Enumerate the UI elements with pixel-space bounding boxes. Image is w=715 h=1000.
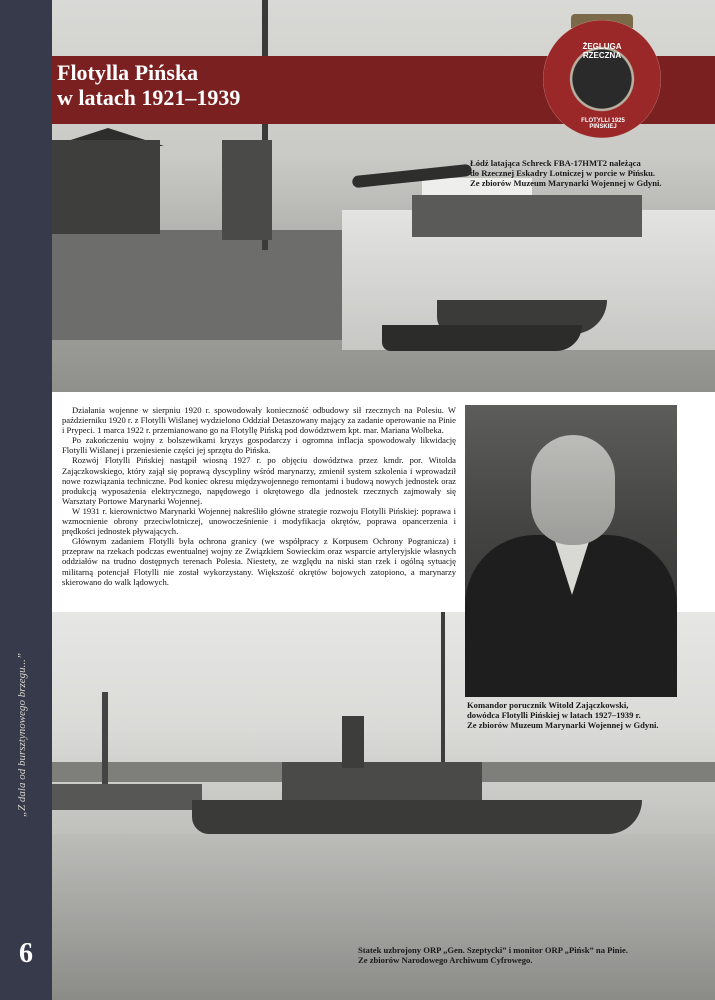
page-title	[57, 60, 240, 110]
caption-line: dowódca Flotylli Pińskiej w latach 1927–1939 r.	[467, 710, 641, 720]
photo-warships-funnel	[342, 716, 364, 768]
caption-line: Łódź latająca Schreck FBA-17HMT2 należąca	[470, 158, 641, 168]
paragraph: Rozwój Flotylli Pińskiej nastąpił wiosną 1927 r. po objęciu dowództwa przez kmdr. por. Witolda Zajączkowskiego, który zajął się poprawą dyscypliny wśród marynarzy, zmienił system szkolenia i wprowadził nowe rozwiązania techniczne. Pod koniec okresu międzywojennego remontami i budową nowych jednostek oraz produkcją wyposażenia elektrycznego, napędowego i okrętowego dla jednostek rzecznych zajmowały się Warsztaty Portowe Marynarki Wojennej.	[62, 455, 456, 506]
photo-warships-mast	[102, 692, 108, 792]
paragraph: W 1931 r. kierownictwo Marynarki Wojennej nakreśliło główne strategie rozwoju Flotylli Pińskiej: poprawa i wzmocnienie obrony przeciwlotniczej, unowocześnienie i modyfikacja okrętów, poprawa opancerzenia i prędkości jednostek pływających.	[62, 505, 456, 537]
portrait-face	[531, 435, 615, 545]
photo-warships-water	[52, 834, 715, 1000]
paragraph: Po zakończeniu wojny z bolszewikami kryzys gospodarczy i ogromna inflacja spowodowały likwidację Flotylli Wiślanej i przeniesienie części jej sprzętu do Pińska.	[62, 435, 456, 456]
caption-flying-boat	[470, 158, 710, 188]
photo-harbor-pier	[52, 230, 342, 340]
photo-warships-monitor	[52, 784, 202, 810]
sidebar-vertical-text	[2, 560, 42, 910]
photo-harbor-boat	[382, 325, 582, 351]
photo-harbor-crane	[222, 140, 272, 240]
caption-line: Ze zbiorów Narodowego Archiwum Cyfrowego.	[358, 955, 533, 965]
article-body	[62, 405, 456, 587]
caption-portrait	[467, 700, 707, 730]
paragraph: Głównym zadaniem Flotylli była ochrona granicy (we współpracy z Korpusem Ochrony Pogranicza) i przepraw na rzekach podczas ewentualnej wojny ze Związkiem Sowieckim oraz wsparcie artyleryjskie własnych oddziałów na trudno dostępnych terenach Polesia. Niestety, ze względu na niski stan rzek i ogólną sytuację militarną potencjał Flotylli nie został wykorzystany. Większość okrętów bojowych zatopiono, a marynarzy skierowano do walk lądowych.	[62, 536, 456, 587]
badge-bottom-text: FLOTYLLI 1925 PIŃSKIEJ	[581, 118, 625, 130]
title-line-2: w latach 1921–1939	[57, 85, 241, 110]
photo-warships-mast	[441, 612, 445, 787]
caption-line: do Rzecznej Eskadry Lotniczej w porcie w Pińsku.	[470, 168, 656, 178]
badge-top-text: ŻEGLUGA RZECZNA	[582, 42, 622, 60]
caption-line: Statek uzbrojony ORP „Gen. Szeptycki” i monitor ORP „Pińsk” na Pinie.	[358, 945, 628, 955]
photo-harbor-building	[52, 140, 160, 234]
sidebar-quote: „Z dala od bursztynowego brzegu...”	[16, 652, 29, 818]
portrait-photo	[465, 405, 677, 697]
page-number: 6	[19, 938, 33, 969]
sidebar	[0, 0, 52, 1000]
caption-line: Ze zbiorów Muzeum Marynarki Wojennej w Gdyni.	[470, 178, 662, 188]
caption-warships	[358, 945, 698, 965]
title-line-1: Flotylla Pińska	[57, 60, 199, 85]
caption-line: Ze zbiorów Muzeum Marynarki Wojennej w Gdyni.	[467, 720, 659, 730]
paragraph: Działania wojenne w sierpniu 1920 r. spowodowały konieczność odbudowy sił rzecznych na Polesiu. W październiku 1920 r. z Flotylli Wiślanej wydzielono Oddział Detaszowany mający za zadanie operowanie na Pinie i Prypeci. 1 marca 1922 r. przemianowano go na Flotyllę Pińską pod dowództwem kpt. mar. Mariana Wolbeka.	[62, 405, 456, 436]
caption-line: Komandor porucznik Witold Zajączkowski,	[467, 700, 629, 710]
photo-harbor-steamer	[412, 195, 642, 237]
photo-warships-hull	[192, 800, 642, 834]
